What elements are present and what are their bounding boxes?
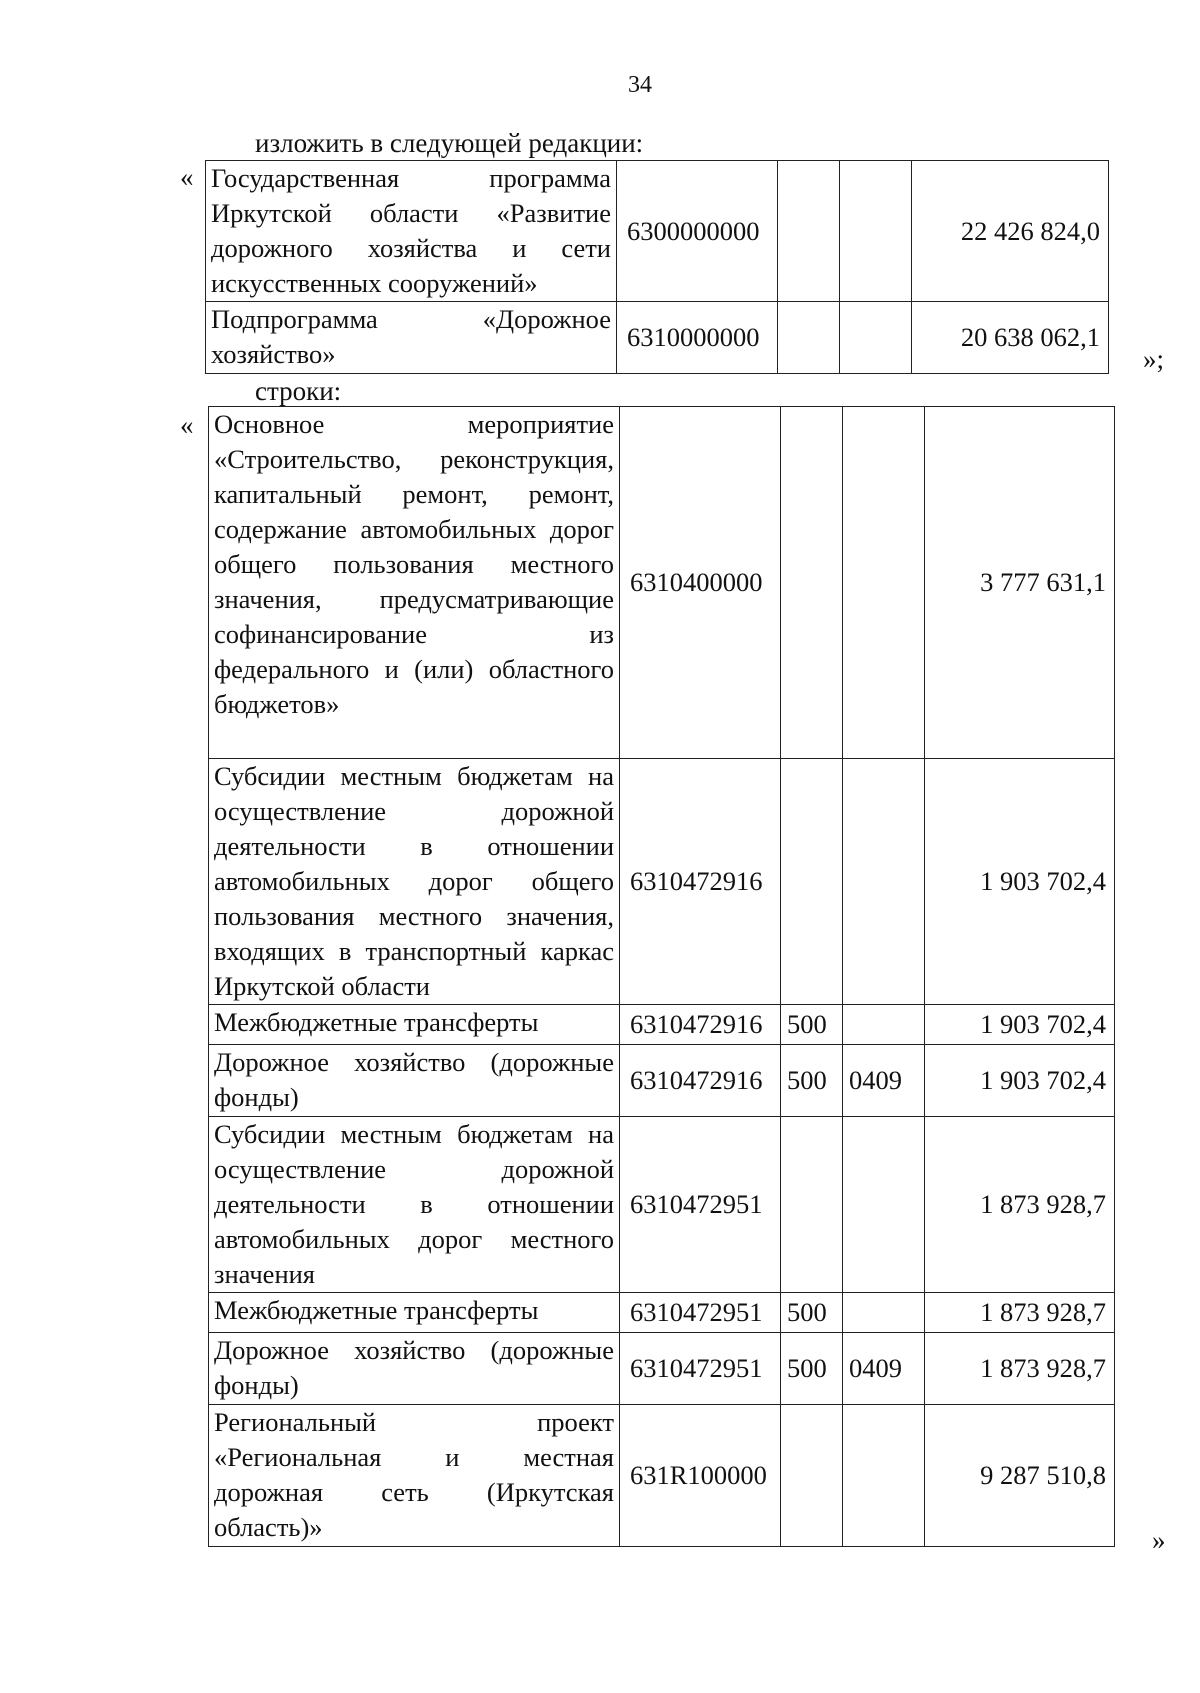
row-col4 (840, 302, 912, 374)
row-amount: 1 873 928,7 (925, 1293, 1115, 1333)
budget-table-2 (208, 406, 1115, 1547)
row-col4 (843, 407, 925, 759)
row-name: Дорожное хозяйство (дорожные фонды) (209, 1333, 620, 1405)
page-number: 34 (628, 72, 652, 98)
row-col4 (843, 1293, 925, 1333)
table-row (209, 1045, 1115, 1117)
row-col4: 0409 (843, 1045, 925, 1117)
table-row (209, 1117, 1115, 1293)
row-col3: 500 (781, 1005, 843, 1045)
row-name: Дорожное хозяйство (дорожные фонды) (209, 1045, 620, 1117)
intro-text-2: строки: (255, 376, 342, 406)
row-code: 6310472916 (620, 759, 781, 1005)
row-name: Основное мероприятие «Строительство, реконструкция, капитальный ремонт, ремонт, содержание автомобильных дорог общего пользования местного значения, предусматривающие софинансирование из федерального и (или) областного бюджетов» (209, 407, 620, 759)
row-col4 (843, 1005, 925, 1045)
intro-text-1: изложить в следующей редакции: (255, 128, 644, 158)
row-code: 6310472951 (620, 1333, 781, 1405)
row-amount: 1 903 702,4 (925, 1005, 1115, 1045)
row-name: Государственная программа Иркутской области «Развитие дорожного хозяйства и сети искусственных сооружений» (206, 161, 617, 302)
row-code: 6310472916 (620, 1045, 781, 1117)
table-row (206, 302, 1109, 374)
row-col4: 0409 (843, 1333, 925, 1405)
row-name: Подпрограмма «Дорожное хозяйство» (206, 302, 617, 374)
row-name: Межбюджетные трансферты (209, 1005, 620, 1045)
table-row (209, 1333, 1115, 1405)
row-col3 (781, 759, 843, 1005)
table-row (209, 1405, 1115, 1547)
budget-table-1 (205, 160, 1109, 374)
table-row (209, 1005, 1115, 1045)
row-code: 6310472951 (620, 1117, 781, 1293)
row-amount: 1 903 702,4 (925, 759, 1115, 1005)
row-col3 (778, 302, 840, 374)
row-col4 (840, 161, 912, 302)
row-col3 (781, 1405, 843, 1547)
row-col3 (781, 407, 843, 759)
row-amount: 22 426 824,0 (912, 161, 1109, 302)
close-quote-2: » (1152, 1525, 1166, 1555)
row-col4 (843, 759, 925, 1005)
row-col4 (843, 1405, 925, 1547)
row-col3: 500 (781, 1293, 843, 1333)
row-name: Межбюджетные трансферты (209, 1293, 620, 1333)
row-code: 6310472951 (620, 1293, 781, 1333)
row-col4 (843, 1117, 925, 1293)
close-quote-1: »; (1143, 344, 1165, 374)
row-amount: 1 873 928,7 (925, 1333, 1115, 1405)
table-row (209, 407, 1115, 759)
row-amount: 20 638 062,1 (912, 302, 1109, 374)
row-amount: 3 777 631,1 (925, 407, 1115, 759)
row-name: Региональный проект «Региональная и местная дорожная сеть (Иркутская область)» (209, 1405, 620, 1547)
row-code: 631R100000 (620, 1405, 781, 1547)
row-code: 6310472916 (620, 1005, 781, 1045)
table-row (209, 759, 1115, 1005)
row-name: Субсидии местным бюджетам на осуществление дорожной деятельности в отношении автомобильных дорог общего пользования местного значения, входящих в транспортный каркас Иркутской области (209, 759, 620, 1005)
row-code: 6300000000 (617, 161, 778, 302)
row-amount: 1 903 702,4 (925, 1045, 1115, 1117)
row-amount: 1 873 928,7 (925, 1117, 1115, 1293)
table-row (209, 1293, 1115, 1333)
table-row (206, 161, 1109, 302)
row-col3 (778, 161, 840, 302)
open-quote-2: « (180, 410, 194, 440)
row-col3: 500 (781, 1333, 843, 1405)
row-amount: 9 287 510,8 (925, 1405, 1115, 1547)
row-code: 6310000000 (617, 302, 778, 374)
row-code: 6310400000 (620, 407, 781, 759)
row-name: Субсидии местным бюджетам на осуществление дорожной деятельности в отношении автомобильных дорог местного значения (209, 1117, 620, 1293)
row-col3 (781, 1117, 843, 1293)
open-quote-1: « (180, 162, 194, 192)
row-col3: 500 (781, 1045, 843, 1117)
